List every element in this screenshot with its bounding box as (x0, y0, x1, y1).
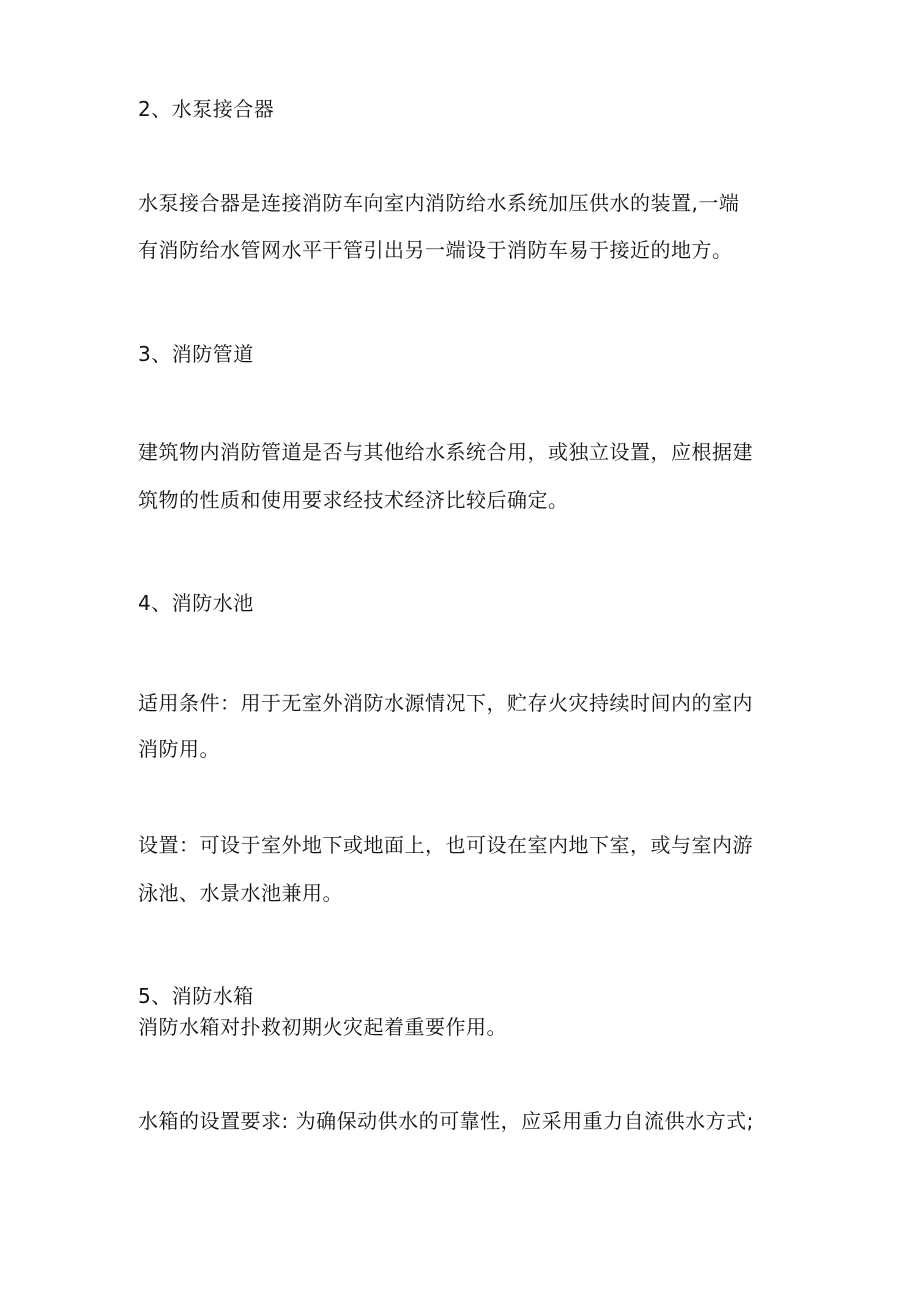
section-heading: 4、消防水池 (138, 591, 254, 615)
paragraph-line: 有消防给水管网水平干管引出另一端设于消防车易于接近的地方。 (138, 238, 733, 262)
paragraph-line: 消防水箱对扑救初期火灾起着重要作用。 (138, 1015, 507, 1039)
paragraph-line: 水箱的设置要求: 为确保动供水的可靠性，应采用重力自流供水方式; (138, 1109, 754, 1133)
section-heading: 2、水泵接合器 (138, 97, 275, 121)
paragraph-line: 泳池、水景水池兼用。 (138, 881, 343, 905)
section-heading: 5、消防水箱 (138, 984, 254, 1008)
paragraph-line: 筑物的性质和使用要求经技术经济比较后确定。 (138, 488, 569, 512)
paragraph-line: 建筑物内消防管道是否与其他给水系统合用，或独立设置，应根据建 (138, 440, 753, 464)
paragraph-line: 适用条件：用于无室外消防水源情况下，贮存火灾持续时间内的室内 (138, 691, 753, 715)
paragraph-line: 消防用。 (138, 737, 220, 761)
paragraph-line: 水泵接合器是连接消防车向室内消防给水系统加压供水的装置,一端 (138, 191, 740, 215)
section-heading: 3、消防管道 (138, 342, 254, 366)
paragraph-line: 设置：可设于室外地下或地面上，也可设在室内地下室，或与室内游 (138, 833, 753, 857)
